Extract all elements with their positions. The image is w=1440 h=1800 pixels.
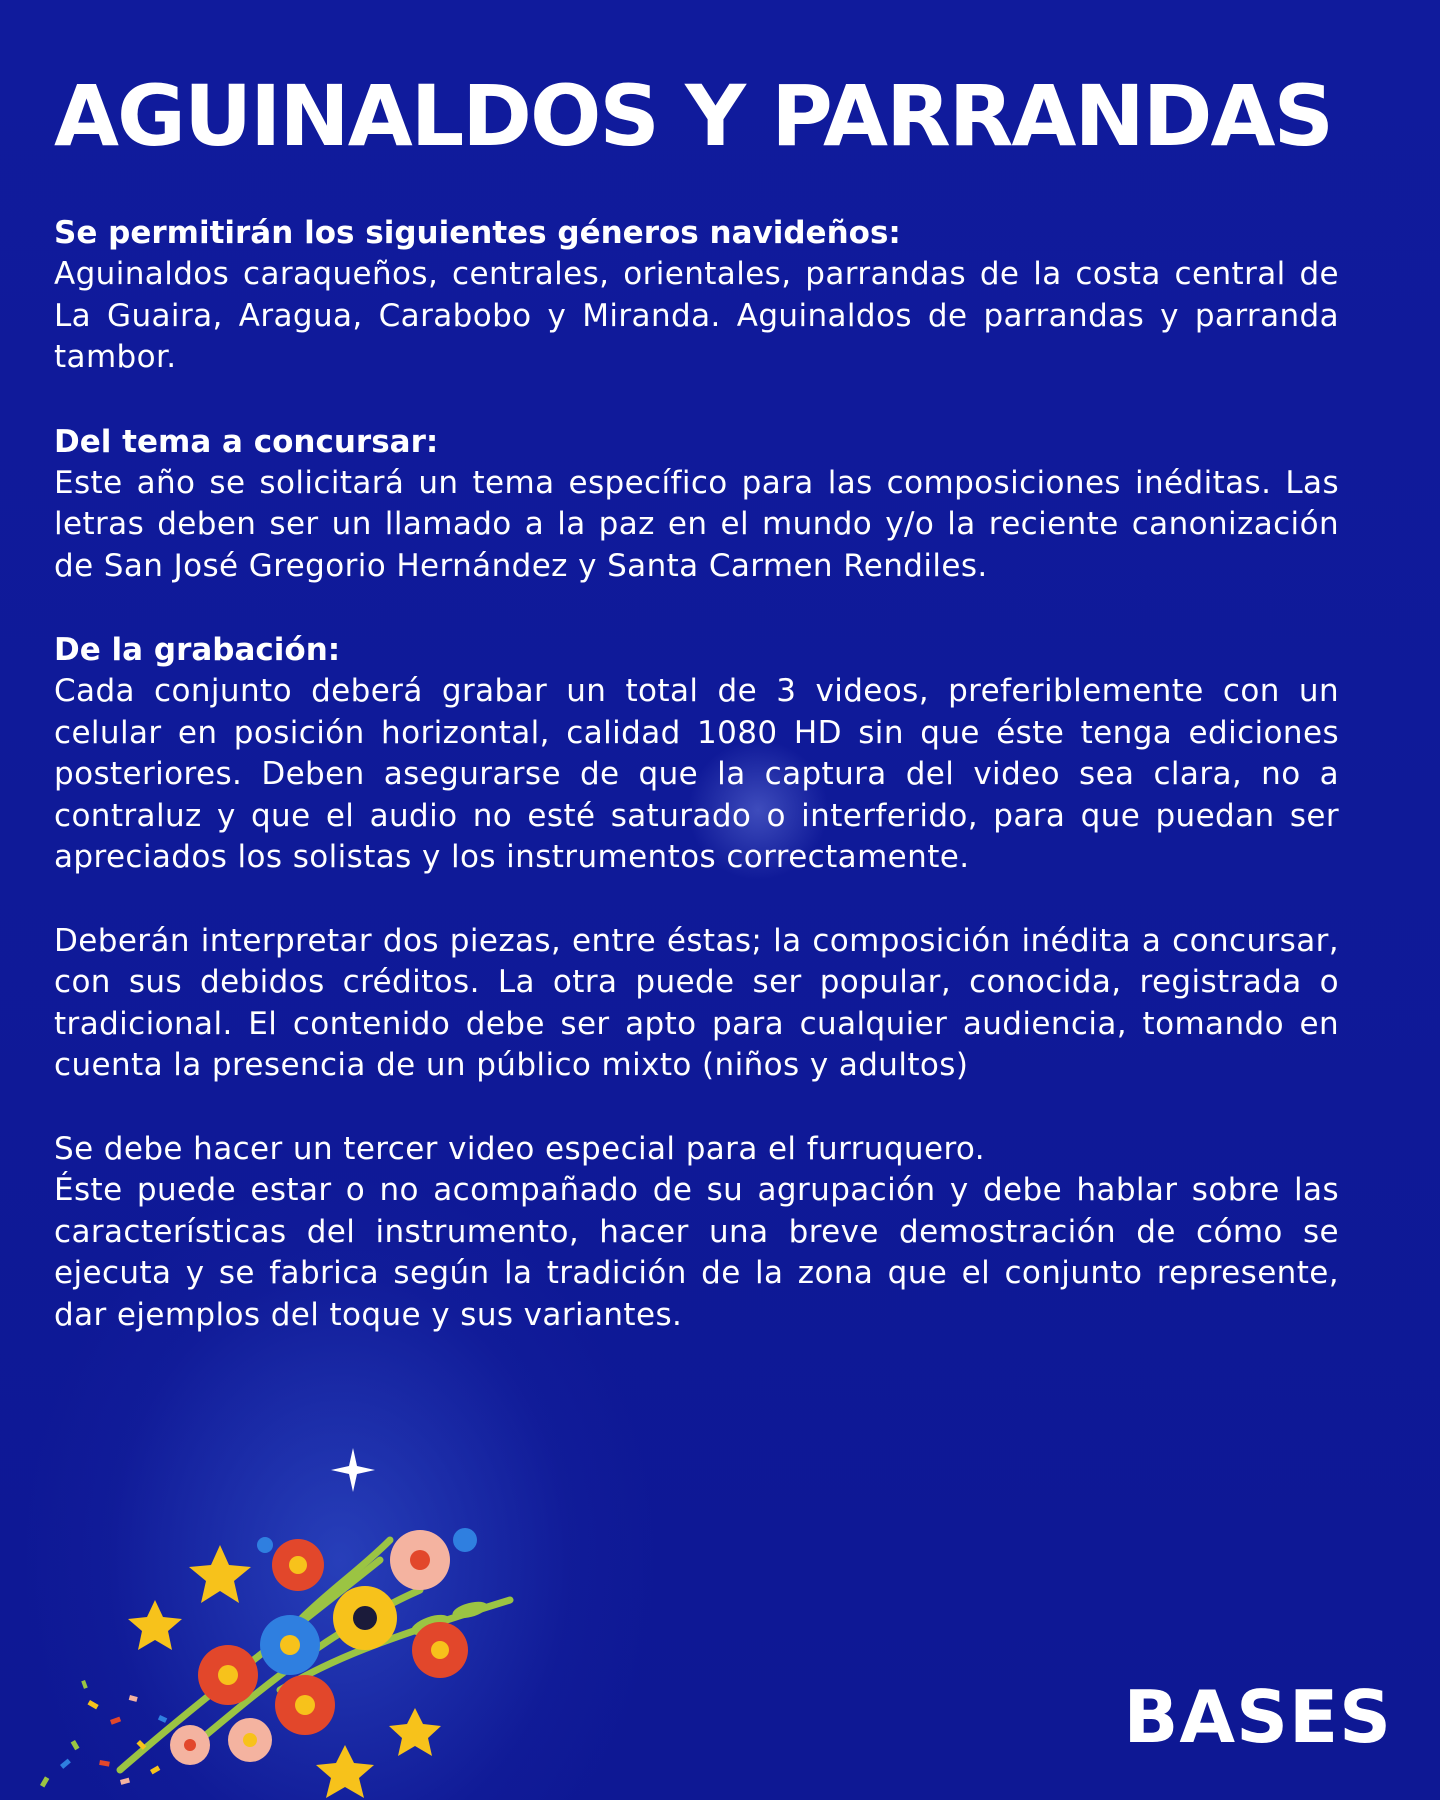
section-recording [54,629,1339,879]
page-title: AGUINALDOS Y PARRANDAS [54,67,1332,165]
section-theme [54,421,1339,588]
section-pieces-body: Deberán interpretar dos piezas, entre éstas; la composición inédita a concursar, con sus debidos créditos. La otra puede ser popular, conocida, registrada o tradicional. El contenido debe ser apto para cualquier audiencia, tomando en cuenta la presencia de un público mixto (niños y adultos) [54,922,1339,1083]
sparkle-star-icon [331,1448,375,1492]
section-genres-heading: Se permitirán los siguientes géneros navideños: [54,215,901,251]
section-furruquero-body: Éste puede estar o no acompañado de su agrupación y debe hablar sobre las características del instrumento, hacer una breve demostración de cómo se ejecuta y se fabrica según la tradición de la zona que el conjunto represente, dar ejemplos del toque y sus variantes. [54,1172,1339,1333]
section-furruquero [54,1129,1339,1337]
section-genres-body: Aguinaldos caraqueños, centrales, orientales, parrandas de la costa central de La Guaira, Aragua, Carabobo y Miranda. Aguinaldos de parrandas y parranda tambor. [54,256,1339,375]
section-recording-heading: De la grabación: [54,632,341,668]
bases-label: BASES [1123,1675,1392,1759]
section-theme-heading: Del tema a concursar: [54,423,439,460]
section-recording-body: Cada conjunto deberá grabar un total de 3 videos, preferiblemente con un celular en posición horizontal, calidad 1080 HD sin que éste tenga ediciones posteriores. Deben asegurarse de que la captura del video sea clara, no a contraluz y que el audio no esté saturado o interferido, para que puedan ser apreciados los solistas y los instrumentos correctamente. [54,673,1339,875]
floral-bouquet-illustration [0,1440,560,1800]
rules-content [54,212,1339,1378]
section-furruquero-intro: Se debe hacer un tercer video especial para el furruquero. [54,1130,985,1167]
section-theme-body: Este año se solicitará un tema específico para las composiciones inéditas. Las letras deben ser un llamado a la paz en el mundo y/o la reciente canonización de San José Gregorio Hernández y Santa Carmen Rendiles. [54,464,1339,584]
section-genres [54,212,1339,379]
section-pieces [54,921,1339,1087]
